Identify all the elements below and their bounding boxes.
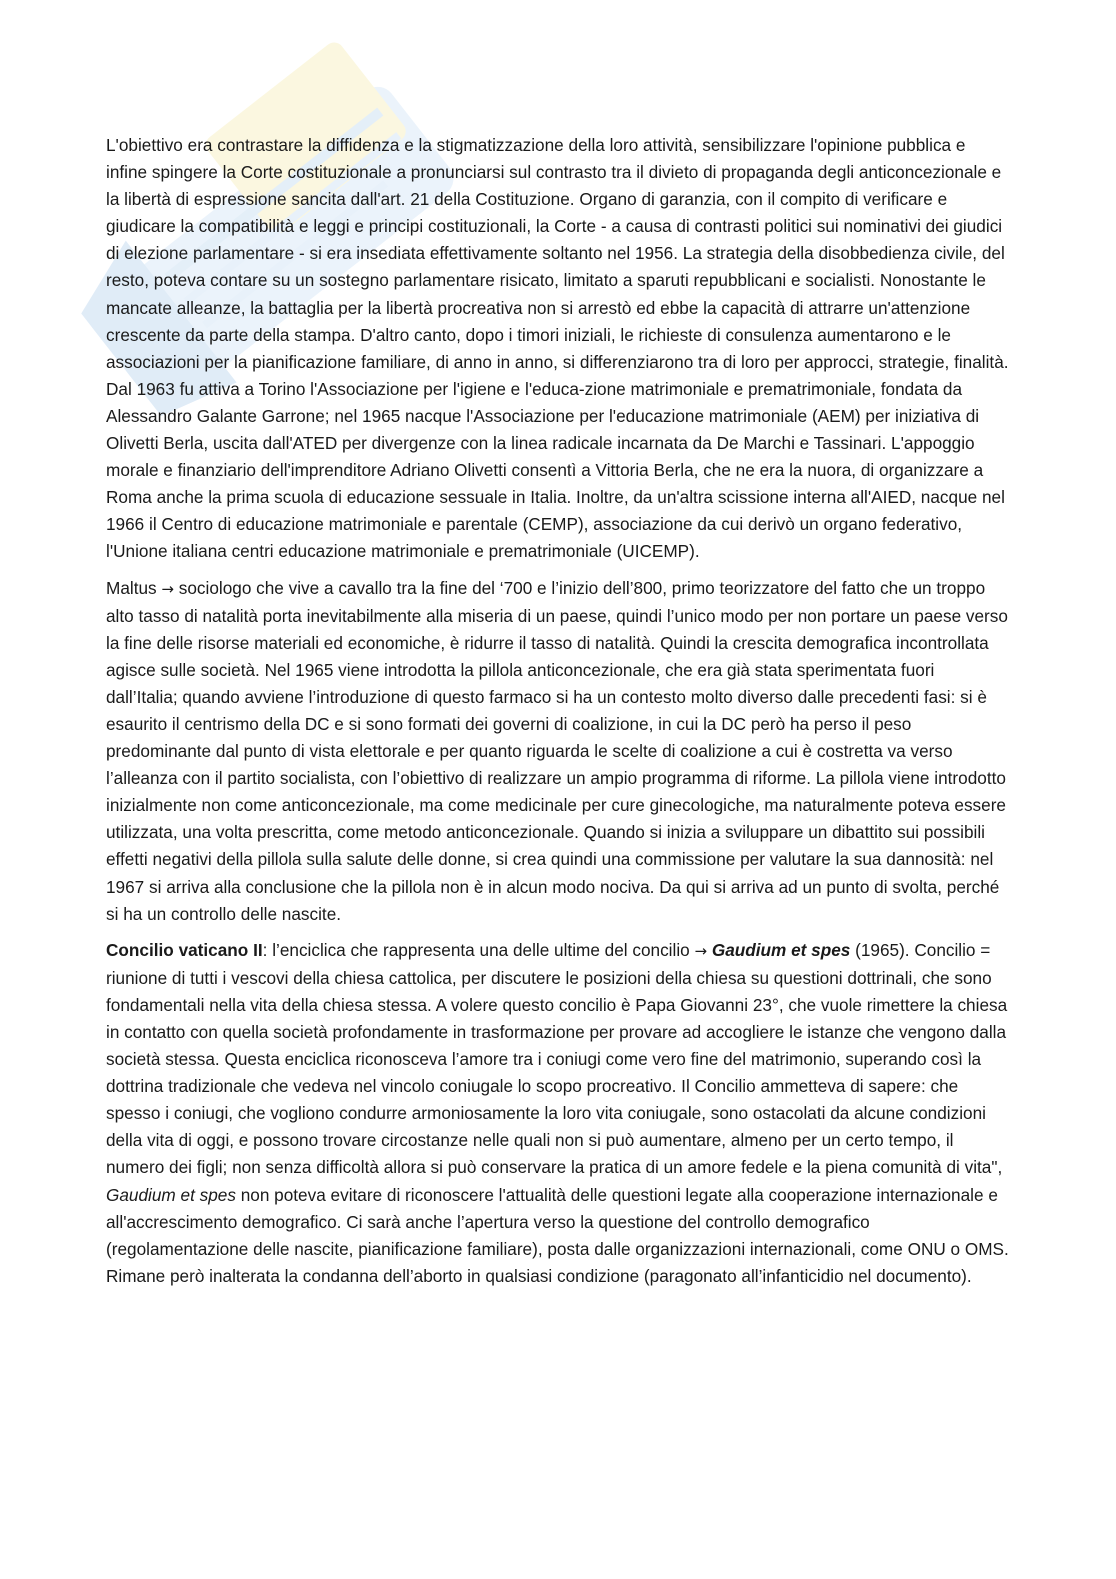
maltus-lead: Maltus — [106, 577, 162, 598]
document-page — [106, 132, 1010, 1299]
paragraph-maltus — [106, 575, 1010, 928]
gaudium-title-bold: Gaudium et spes — [711, 939, 851, 960]
concilio-body-1: Concilio = riunione di tutti i vescovi della chiesa cattolica, per discutere le posizioni della chiesa su questioni dottrinali, che sono fondamentali nella vita della chiesa stessa. A volere questo concilio è Papa Giovanni 23°, che vuole rimettere la chiesa in contatto con quella società profondamente in trasformazione per provare ad accogliere le istanze che vengono dalla società stessa. Questa enciclica riconosceva l’amore tra i coniugi come vero fine del matrimonio, superando così la dottrina tradizionale che vedeva nel vincolo coniugale lo scopo procreativo. Il Concilio ammetteva di sapere: che spesso i coniugi, che vogliono condurre armoniosamente la loro vita coniugale, sono ostacolati da alcune condizioni della vita di oggi, e possono trovare circostanze nelle quali non si può aumentare, almeno per un certo tempo, il numero dei figli; non senza difficoltà allora si può conservare la pratica di un amore fedele e la piena comunità di vita", — [106, 939, 1008, 1178]
arrow-right-icon: → — [694, 941, 708, 960]
paragraph-associazioni — [106, 132, 1010, 566]
concilio-body-2: non poteva evitare di riconoscere l'attualità delle questioni legate alla cooperazione internazionale e all'accrescimento demografico. Ci sarà anche l’apertura verso la questione del controllo demografico (regolamentazione delle nascite, pianificazione familiare), posta dalle organizzazioni internazionali, come ONU o OMS. Rimane però inalterata la condanna dell’aborto in qualsiasi condizione (paragonato all’infanticidio nel documento). — [106, 1184, 1009, 1286]
gaudium-title-italic: Gaudium et spes — [106, 1184, 236, 1205]
paragraph-1-text: L'obiettivo era contrastare la diffidenza e la stigmatizzazione della loro attività, sensibilizzare l'opinione pubblica e infine spingere la Corte costituzionale a pronunciarsi sul contrasto tra il divieto di propaganda degli anticoncezionale e la libertà di espressione sancita dall'art. 21 della Costituzione. Organo di garanzia, con il compito di verificare e giudicare la compatibilità e leggi e principi costituzionali, la Corte - a causa di contrasti politici sui nominativi dei giudici di elezione parlamentare - si era insediata effettivamente soltanto nel 1956. La strategia della disobbedienza civile, del resto, poteva contare su un sostegno parlamentare risicato, limitato a sparuti repubblicani e socialisti. Nonostante le mancate alleanze, la battaglia per la libertà procreativa non si arrestò ed ebbe la capacità di attrarre un'attenzione crescente da parte della stampa. D'altro canto, dopo i timori iniziali, le richieste di consulenza aumentarono e le associazioni per la pianificazione familiare, di anno in anno, si differenziarono tra di loro per approcci, strategie, finalità. Dal 1963 fu attiva a Torino l'Associazione per l'igiene e l'educa-zione matrimoniale e prematrimoniale, fondata da Alessandro Galante Garrone; nel 1965 nacque l'Associazione per l'educazione matrimoniale (AEM) per iniziativa di Olivetti Berla, uscita dall'ATED per divergenze con la linea radicale incarnata da De Marchi e Tassinari. L'appoggio morale e finanziario dell'imprenditore Adriano Olivetti consentì a Vittoria Berla, che ne era la nuora, di organizzare a Roma anche la prima scuola di educazione sessuale in Italia. Inoltre, da un'altra scissione interna all'AIED, nacque nel 1966 il Centro di educazione matrimoniale e parentale (CEMP), associazione da cui derivò un organo federativo, l'Unione italiana centri educazione matrimoniale e prematrimoniale (UICEMP). — [106, 135, 1009, 562]
maltus-text: sociologo che vive a cavallo tra la fine del ‘700 e l’inizio dell’800, primo teorizzatore del fatto che un troppo alto tasso di natalità porta inevitabilmente alla miseria di un paese, quindi l’unico modo per non portare un paese verso la fine delle risorse materiali ed economiche, è ridurre il tasso di natalità. Quindi la crescita demografica incontrollata agisce sulle società. Nel 1965 viene introdotta la pillola anticoncezionale, che era già stata sperimentata fuori dall’Italia; quando avviene l’introduzione di questo farmaco si ha un contesto molto diverso dalle precedenti fasi: si è esaurito il centrismo della DC e si sono formati dei governi di coalizione, in cui la DC però ha perso il peso predominante dal punto di vista elettorale e per quanto riguarda le scelte di coalizione a cui è costretta va verso l’alleanza con il partito socialista, con l’obiettivo di realizzare un ampio programma di riforme. La pillola viene introdotto inizialmente non come anticoncezionale, ma come medicinale per cure ginecologiche, ma naturalmente poteva essere utilizzata, una volta prescritta, come metodo anticoncezionale. Quando si inizia a sviluppare un dibattito sui possibili effetti negativi della pillola sulla salute delle donne, si crea quindi una commissione per valutare la sua dannosità: nel 1967 si arriva alla conclusione che la pillola non è in alcun modo nociva. Da qui si arriva ad un punto di svolta, perché si ha un controllo delle nascite. — [106, 577, 1008, 924]
concilio-year: (1965). — [850, 939, 910, 960]
concilio-heading: Concilio vaticano II — [106, 939, 263, 960]
concilio-intro: : l’enciclica che rappresenta una delle ultime del concilio — [262, 939, 695, 960]
paragraph-concilio — [106, 937, 1010, 1290]
arrow-right-icon: → — [161, 579, 174, 598]
